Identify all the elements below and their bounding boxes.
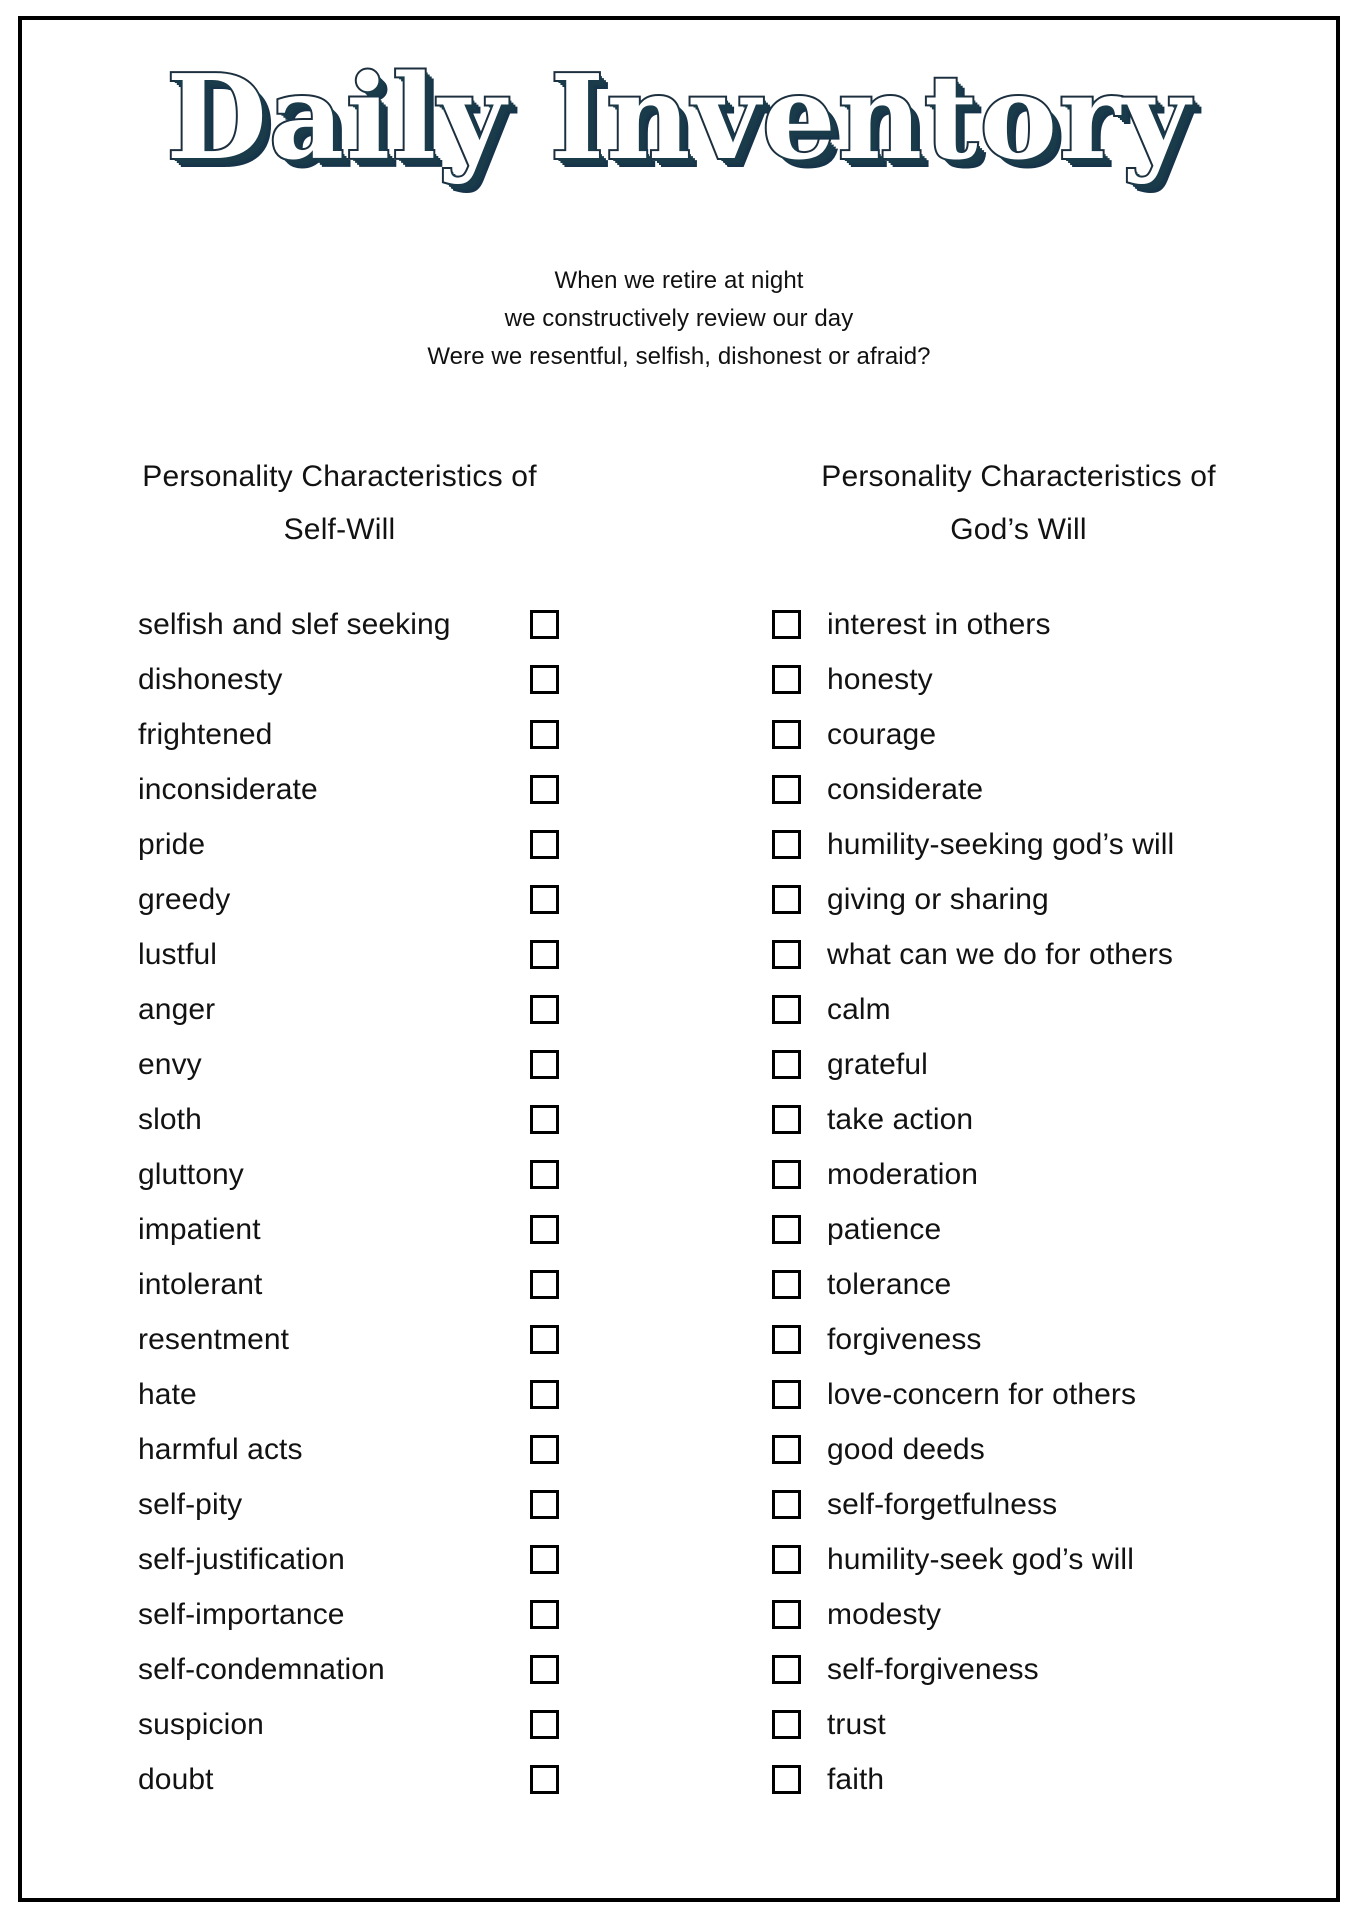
- checklist-item-label: envy: [138, 1047, 202, 1081]
- checklist-item-label: lustful: [138, 937, 218, 971]
- checklist-row[interactable]: [679, 817, 1358, 872]
- checklist-row[interactable]: [0, 982, 679, 1037]
- checklist-row[interactable]: [0, 762, 679, 817]
- checkbox[interactable]: [772, 1765, 801, 1794]
- checkbox[interactable]: [772, 610, 801, 639]
- checklist-item-label: good deeds: [827, 1432, 985, 1466]
- checklist-row[interactable]: [0, 1257, 679, 1312]
- heading-self-will-line1: Personality Characteristics of: [142, 460, 537, 493]
- checklist-row[interactable]: [679, 1752, 1358, 1807]
- checklist-row[interactable]: [0, 1422, 679, 1477]
- subtitle-block: [0, 262, 1358, 376]
- checklist-row[interactable]: [0, 1147, 679, 1202]
- checklist-row[interactable]: [679, 1367, 1358, 1422]
- checklist-row[interactable]: [679, 872, 1358, 927]
- checklist-item-label: self-pity: [138, 1487, 243, 1521]
- gods-will-checklist: [679, 597, 1358, 1807]
- checklist-row[interactable]: [679, 1422, 1358, 1477]
- checkbox[interactable]: [530, 1490, 559, 1519]
- checklist-item-label: dishonesty: [138, 662, 283, 696]
- checklist-row[interactable]: [0, 1477, 679, 1532]
- checklist-item-label: suspicion: [138, 1707, 264, 1741]
- checklist-item-label: trust: [827, 1707, 886, 1741]
- checkbox[interactable]: [772, 940, 801, 969]
- heading-self-will: [0, 450, 679, 556]
- checklist-row[interactable]: [679, 1697, 1358, 1752]
- checkbox[interactable]: [530, 940, 559, 969]
- checklist-item-label: self-importance: [138, 1597, 345, 1631]
- self-will-checklist: [0, 597, 679, 1807]
- checkbox[interactable]: [772, 1490, 801, 1519]
- checkbox[interactable]: [530, 1710, 559, 1739]
- checklist-item-label: self-forgiveness: [827, 1652, 1039, 1686]
- checklist-row[interactable]: [0, 652, 679, 707]
- checklist-item-label: take action: [827, 1102, 974, 1136]
- checkbox[interactable]: [530, 1050, 559, 1079]
- checkbox[interactable]: [772, 1160, 801, 1189]
- checklist-row[interactable]: [679, 1587, 1358, 1642]
- checklist-row[interactable]: [0, 1037, 679, 1092]
- checklist-item-label: self-condemnation: [138, 1652, 385, 1686]
- checklist-item-label: anger: [138, 992, 216, 1026]
- checklist-item-label: sloth: [138, 1102, 202, 1136]
- checklist-row[interactable]: [0, 927, 679, 982]
- checklist-item-label: modesty: [827, 1597, 942, 1631]
- checklist-row[interactable]: [0, 597, 679, 652]
- checkbox[interactable]: [772, 1270, 801, 1299]
- checkbox[interactable]: [772, 720, 801, 749]
- checkbox[interactable]: [772, 1215, 801, 1244]
- checklist-row[interactable]: [679, 1202, 1358, 1257]
- checklist-columns: [0, 597, 1358, 1807]
- checkbox[interactable]: [530, 665, 559, 694]
- checkbox[interactable]: [530, 720, 559, 749]
- checklist-row[interactable]: [0, 1092, 679, 1147]
- checklist-row[interactable]: [0, 1697, 679, 1752]
- checklist-row[interactable]: [0, 707, 679, 762]
- checklist-item-label: doubt: [138, 1762, 214, 1796]
- checkbox[interactable]: [772, 775, 801, 804]
- checkbox[interactable]: [772, 1600, 801, 1629]
- checkbox[interactable]: [530, 830, 559, 859]
- checkbox[interactable]: [530, 1545, 559, 1574]
- checklist-item-label: what can we do for others: [827, 937, 1174, 971]
- checklist-item-label: humility-seeking god’s will: [827, 827, 1175, 861]
- checklist-row[interactable]: [679, 1532, 1358, 1587]
- heading-gods-will-line1: Personality Characteristics of: [821, 460, 1216, 493]
- checklist-row[interactable]: [0, 1202, 679, 1257]
- checklist-row[interactable]: [0, 1312, 679, 1367]
- checklist-row[interactable]: [679, 1312, 1358, 1367]
- checklist-row[interactable]: [0, 1752, 679, 1807]
- checklist-item-label: forgiveness: [827, 1322, 982, 1356]
- checkbox[interactable]: [530, 1270, 559, 1299]
- checklist-row[interactable]: [679, 1477, 1358, 1532]
- checklist-item-label: humility-seek god’s will: [827, 1542, 1134, 1576]
- checkbox[interactable]: [530, 1655, 559, 1684]
- checklist-item-label: courage: [827, 717, 937, 751]
- checkbox[interactable]: [772, 1050, 801, 1079]
- checkbox[interactable]: [772, 830, 801, 859]
- checklist-item-label: gluttony: [138, 1157, 244, 1191]
- checklist-item-label: calm: [827, 992, 891, 1026]
- checklist-row[interactable]: [679, 1037, 1358, 1092]
- heading-gods-will-line2: God’s Will: [950, 513, 1087, 546]
- checkbox[interactable]: [530, 1435, 559, 1464]
- checklist-row[interactable]: [0, 1367, 679, 1422]
- checklist-row[interactable]: [0, 1532, 679, 1587]
- checkbox[interactable]: [772, 1380, 801, 1409]
- checklist-row[interactable]: [679, 927, 1358, 982]
- checkbox[interactable]: [530, 1380, 559, 1409]
- heading-self-will-line2: Self-Will: [283, 513, 396, 546]
- checkbox[interactable]: [530, 885, 559, 914]
- checklist-row[interactable]: [679, 762, 1358, 817]
- checklist-item-label: giving or sharing: [827, 882, 1049, 916]
- checklist-row[interactable]: [679, 1147, 1358, 1202]
- checkbox[interactable]: [530, 1215, 559, 1244]
- checklist-item-label: considerate: [827, 772, 984, 806]
- checkbox[interactable]: [530, 1160, 559, 1189]
- checkbox[interactable]: [772, 885, 801, 914]
- checklist-item-label: love-concern for others: [827, 1377, 1137, 1411]
- checklist-row[interactable]: [679, 1642, 1358, 1697]
- checklist-item-label: inconsiderate: [138, 772, 318, 806]
- checklist-item-label: self-forgetfulness: [827, 1487, 1058, 1521]
- checklist-row[interactable]: [679, 1257, 1358, 1312]
- checkbox[interactable]: [772, 1545, 801, 1574]
- checkbox[interactable]: [772, 1710, 801, 1739]
- checklist-item-label: greedy: [138, 882, 231, 916]
- checkbox[interactable]: [772, 665, 801, 694]
- checkbox[interactable]: [772, 1655, 801, 1684]
- checklist-item-label: hate: [138, 1377, 197, 1411]
- checkbox[interactable]: [530, 1105, 559, 1134]
- page-title: Daily Inventory: [166, 50, 1192, 186]
- checklist-row[interactable]: [679, 652, 1358, 707]
- checklist-row[interactable]: [0, 817, 679, 872]
- checkbox[interactable]: [772, 1435, 801, 1464]
- checklist-item-label: moderation: [827, 1157, 979, 1191]
- checklist-row[interactable]: [679, 597, 1358, 652]
- checklist-item-label: pride: [138, 827, 206, 861]
- checklist-item-label: intolerant: [138, 1267, 263, 1301]
- checklist-row[interactable]: [679, 982, 1358, 1037]
- checkbox[interactable]: [772, 1325, 801, 1354]
- checklist-row[interactable]: [679, 707, 1358, 762]
- subtitle-line-3: Were we resentful, selfish, dishonest or afraid?: [427, 343, 931, 370]
- checklist-item-label: patience: [827, 1212, 942, 1246]
- checklist-item-label: tolerance: [827, 1267, 952, 1301]
- page-title-container: [0, 50, 1358, 186]
- checkbox[interactable]: [530, 1325, 559, 1354]
- checklist-row[interactable]: [0, 1642, 679, 1697]
- heading-gods-will: [679, 450, 1358, 556]
- checklist-item-label: resentment: [138, 1322, 290, 1356]
- checklist-row[interactable]: [679, 1092, 1358, 1147]
- checklist-item-label: harmful acts: [138, 1432, 303, 1466]
- checkbox[interactable]: [530, 1600, 559, 1629]
- checkbox[interactable]: [530, 995, 559, 1024]
- checklist-item-label: honesty: [827, 662, 933, 696]
- checklist-item-label: frightened: [138, 717, 273, 751]
- subtitle-line-2: we constructively review our day: [504, 305, 854, 332]
- subtitle-line-1: When we retire at night: [554, 267, 804, 294]
- checkbox[interactable]: [772, 1105, 801, 1134]
- checklist-row[interactable]: [0, 872, 679, 927]
- column-headings: [0, 450, 1358, 556]
- checklist-item-label: selfish and slef seeking: [138, 607, 451, 641]
- checklist-item-label: faith: [827, 1762, 885, 1796]
- checklist-item-label: self-justification: [138, 1542, 345, 1576]
- checkbox[interactable]: [772, 995, 801, 1024]
- checklist-item-label: grateful: [827, 1047, 928, 1081]
- checkbox[interactable]: [530, 1765, 559, 1794]
- checkbox[interactable]: [530, 775, 559, 804]
- checklist-item-label: impatient: [138, 1212, 261, 1246]
- checklist-item-label: interest in others: [827, 607, 1051, 641]
- checklist-row[interactable]: [0, 1587, 679, 1642]
- checkbox[interactable]: [530, 610, 559, 639]
